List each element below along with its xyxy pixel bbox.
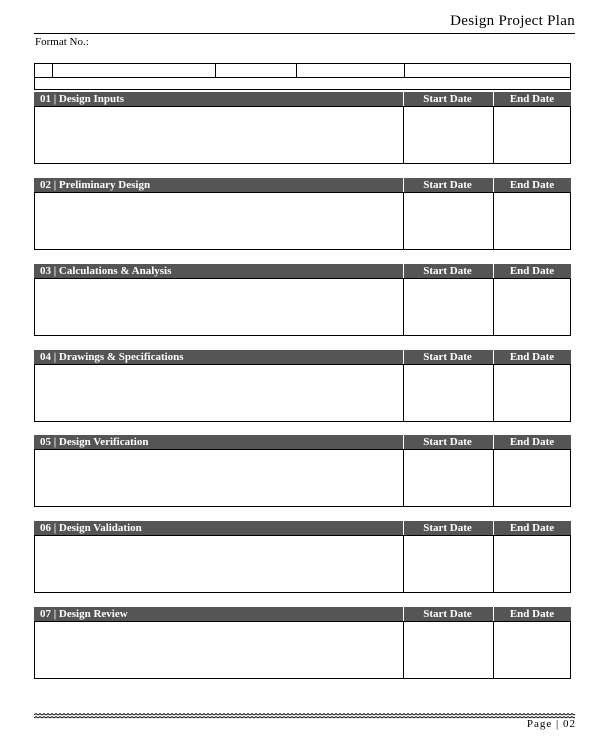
info-row-divider — [35, 77, 570, 78]
section-body[interactable] — [34, 364, 571, 422]
start-date-label: Start Date — [423, 608, 472, 620]
section-body[interactable] — [34, 449, 571, 507]
start-date-cell[interactable] — [403, 279, 404, 335]
end-date-cell[interactable] — [493, 193, 494, 249]
section-title: 04 | Drawings & Specifications — [40, 351, 184, 363]
end-date-cell[interactable] — [493, 536, 494, 592]
section-header — [34, 92, 571, 106]
end-date-cell[interactable] — [493, 622, 494, 678]
end-date-cell[interactable] — [493, 107, 494, 163]
end-date-cell[interactable] — [493, 365, 494, 421]
end-date-label: End Date — [509, 265, 555, 277]
section-calculations-analysis — [34, 264, 571, 336]
section-header — [34, 435, 571, 449]
section-body[interactable] — [34, 106, 571, 164]
end-date-label: End Date — [509, 351, 555, 363]
section-title: 01 | Design Inputs — [40, 93, 125, 105]
info-cell-divider — [404, 64, 405, 77]
section-header — [34, 350, 571, 364]
start-date-cell[interactable] — [403, 536, 404, 592]
section-title: 03 | Calculations & Analysis — [40, 265, 172, 277]
end-date-label: End Date — [509, 522, 555, 534]
section-title: 06 | Design Validation — [40, 522, 142, 534]
section-header — [34, 264, 571, 278]
end-date-label: End Date — [509, 436, 555, 448]
document-title: Design Project Plan — [450, 13, 575, 29]
format-info-table — [34, 63, 571, 90]
section-header — [34, 521, 571, 535]
section-body[interactable] — [34, 621, 571, 679]
start-date-label: Start Date — [423, 265, 472, 277]
format-number-label: Format No.: — [35, 36, 89, 48]
start-date-label: Start Date — [423, 179, 472, 191]
end-date-cell[interactable] — [493, 450, 494, 506]
end-date-label: End Date — [509, 93, 555, 105]
section-design-verification — [34, 435, 571, 507]
start-date-cell[interactable] — [403, 365, 404, 421]
start-date-label: Start Date — [423, 351, 472, 363]
section-design-validation — [34, 521, 571, 593]
section-body[interactable] — [34, 192, 571, 250]
section-design-review — [34, 607, 571, 679]
title-rule — [34, 33, 575, 34]
section-drawings-specifications — [34, 350, 571, 422]
start-date-label: Start Date — [423, 93, 472, 105]
end-date-label: End Date — [509, 179, 555, 191]
info-cell-divider — [52, 64, 53, 77]
section-header — [34, 178, 571, 192]
info-cell-divider — [215, 64, 216, 77]
section-body[interactable] — [34, 535, 571, 593]
section-preliminary-design — [34, 178, 571, 250]
info-cell-divider — [296, 64, 297, 77]
start-date-label: Start Date — [423, 522, 472, 534]
end-date-label: End Date — [509, 608, 555, 620]
section-body[interactable] — [34, 278, 571, 336]
start-date-cell[interactable] — [403, 107, 404, 163]
start-date-label: Start Date — [423, 436, 472, 448]
page-number: Page | 02 — [526, 718, 576, 730]
start-date-cell[interactable] — [403, 450, 404, 506]
section-title: 05 | Design Verification — [40, 436, 149, 448]
section-title: 07 | Design Review — [40, 608, 128, 620]
section-header — [34, 607, 571, 621]
end-date-cell[interactable] — [493, 279, 494, 335]
section-design-inputs — [34, 92, 571, 164]
section-title: 02 | Preliminary Design — [40, 179, 151, 191]
start-date-cell[interactable] — [403, 193, 404, 249]
start-date-cell[interactable] — [403, 622, 404, 678]
